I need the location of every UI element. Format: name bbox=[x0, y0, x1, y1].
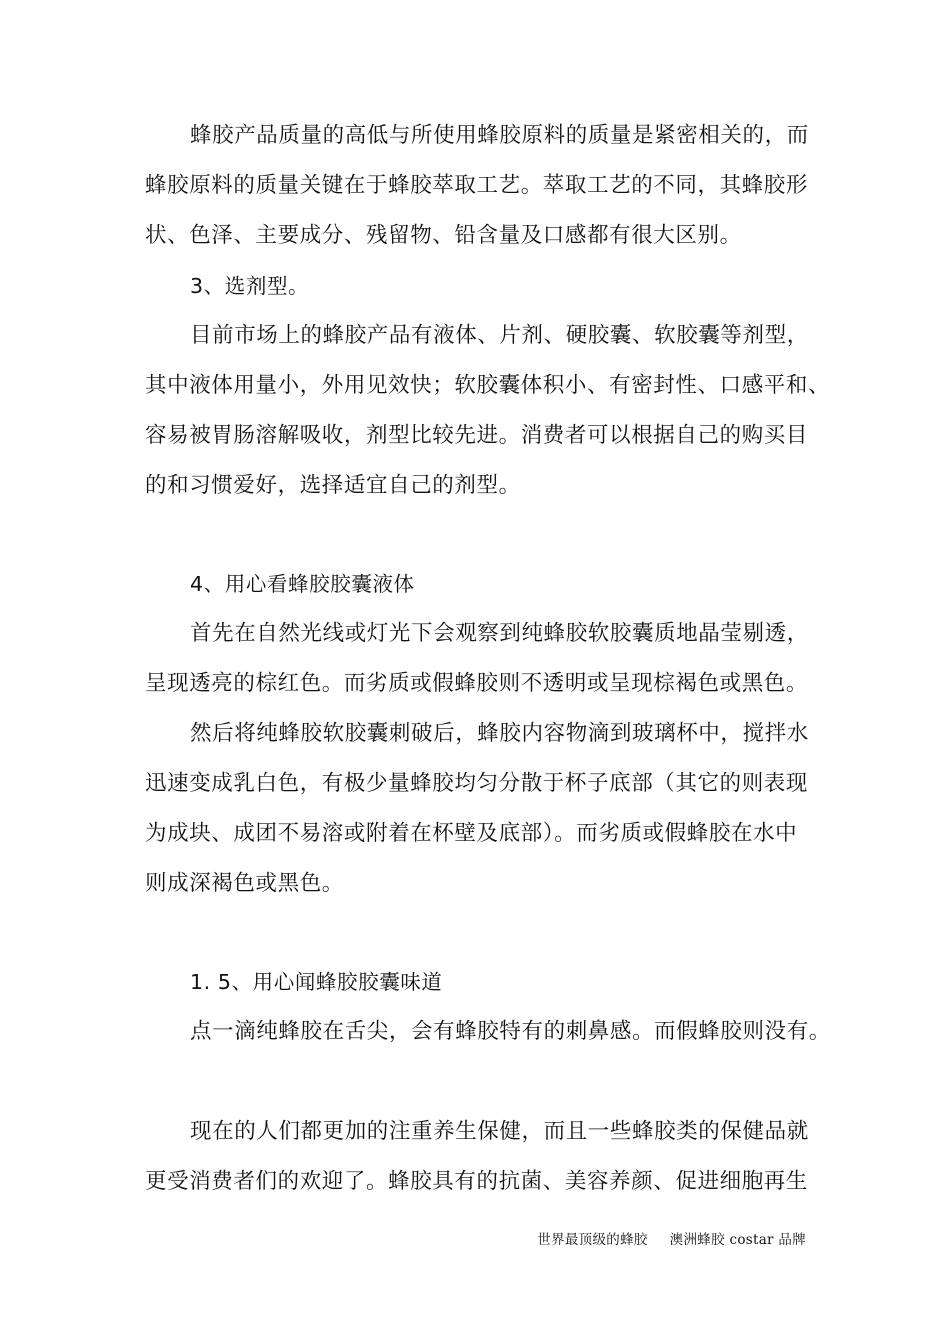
paragraph-line: 为成块、成团不易溶或附着在杯壁及底部）。而劣质或假蜂胶在水中 bbox=[145, 821, 798, 846]
section-heading: 1. 5、用心闻蜂胶胶囊味道 bbox=[190, 970, 443, 994]
paragraph-line: 的和习惯爱好，选择适宜自己的剂型。 bbox=[145, 473, 521, 498]
footer-right-text: 澳洲蜂胶 costar 品牌 bbox=[669, 1232, 806, 1248]
paragraph-line: 状、色泽、主要成分、残留物、铅含量及口感都有很大区别。 bbox=[145, 223, 742, 248]
paragraph-line: 则成深褐色或黑色。 bbox=[145, 871, 344, 896]
paragraph-line: 迅速变成乳白色，有极少量蜂胶均匀分散于杯子底部（其它的则表现 bbox=[145, 771, 809, 796]
paragraph-line: 容易被胃肠溶解吸收，剂型比较先进。消费者可以根据自己的购买目 bbox=[145, 423, 809, 448]
paragraph-line: 蜂胶产品质量的高低与所使用蜂胶原料的质量是紧密相关的，而 bbox=[190, 123, 809, 148]
section-heading: 3、选剂型。 bbox=[190, 274, 310, 298]
paragraph-line: 现在的人们都更加的注重养生保健，而且一些蜂胶类的保健品就 bbox=[190, 1119, 809, 1144]
footer-left-text: 世界最顶级的蜂胶 bbox=[537, 1232, 648, 1248]
section-heading: 4、用心看蜂胶胶囊液体 bbox=[190, 572, 415, 596]
paragraph-line: 点一滴纯蜂胶在舌尖，会有蜂胶特有的刺鼻感。而假蜂胶则没有。 bbox=[190, 1019, 831, 1044]
paragraph-line: 然后将纯蜂胶软胶囊刺破后，蜂胶内容物滴到玻璃杯中，搅拌水 bbox=[190, 721, 809, 746]
paragraph-line: 目前市场上的蜂胶产品有液体、片剂、硬胶囊、软胶囊等剂型， bbox=[190, 323, 809, 348]
page-footer bbox=[537, 1230, 806, 1250]
paragraph-line: 其中液体用量小，外用见效快；软胶囊体积小、有密封性、口感平和、 bbox=[145, 373, 831, 398]
paragraph-line: 首先在自然光线或灯光下会观察到纯蜂胶软胶囊质地晶莹剔透， bbox=[190, 621, 809, 646]
paragraph-line: 蜂胶原料的质量关键在于蜂胶萃取工艺。萃取工艺的不同，其蜂胶形 bbox=[145, 173, 809, 198]
paragraph-line: 更受消费者们的欢迎了。蜂胶具有的抗菌、美容养颜、促进细胞再生 bbox=[145, 1169, 809, 1194]
paragraph-line: 呈现透亮的棕红色。而劣质或假蜂胶则不透明或呈现棕褐色或黑色。 bbox=[145, 671, 809, 696]
